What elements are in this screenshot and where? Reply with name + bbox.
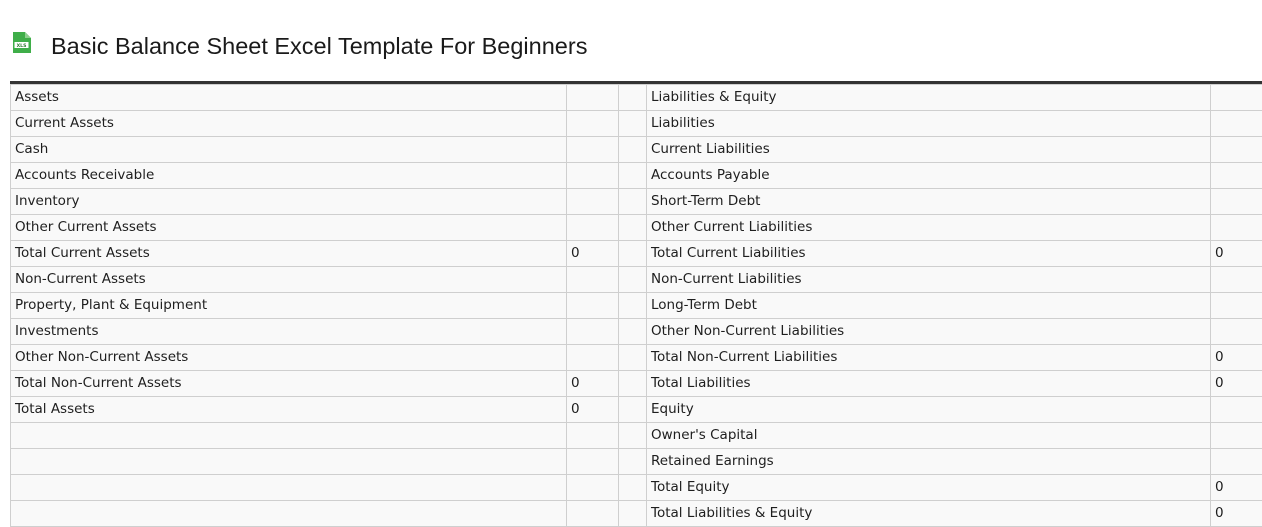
excel-file-icon <box>12 32 32 54</box>
right-value-cell: 0 <box>1211 501 1262 527</box>
spacer-cell <box>619 241 647 267</box>
left-label-cell: Accounts Receivable <box>11 163 567 189</box>
table-row <box>11 371 1262 397</box>
spacer-cell <box>619 423 647 449</box>
right-label-cell: Total Liabilities <box>647 371 1211 397</box>
left-value-cell: 0 <box>567 371 619 397</box>
spacer-cell <box>619 163 647 189</box>
spacer-cell <box>619 475 647 501</box>
left-label-cell: Inventory <box>11 189 567 215</box>
left-value-cell <box>567 163 619 189</box>
left-label-cell: Assets <box>11 85 567 111</box>
spacer-cell <box>619 111 647 137</box>
left-label-cell: Non-Current Assets <box>11 267 567 293</box>
spacer-cell <box>619 345 647 371</box>
right-value-cell <box>1211 111 1262 137</box>
left-label-cell: Total Non-Current Assets <box>11 371 567 397</box>
right-label-cell: Owner's Capital <box>647 423 1211 449</box>
table-row <box>11 319 1262 345</box>
left-label-cell: Investments <box>11 319 567 345</box>
table-row <box>11 501 1262 527</box>
left-value-cell <box>567 475 619 501</box>
spacer-cell <box>619 137 647 163</box>
left-value-cell <box>567 449 619 475</box>
right-value-cell <box>1211 137 1262 163</box>
spacer-cell <box>619 449 647 475</box>
left-value-cell <box>567 85 619 111</box>
spacer-cell <box>619 293 647 319</box>
spacer-cell <box>619 85 647 111</box>
right-label-cell: Total Non-Current Liabilities <box>647 345 1211 371</box>
table-row <box>11 241 1262 267</box>
right-value-cell <box>1211 293 1262 319</box>
spacer-cell <box>619 397 647 423</box>
right-value-cell <box>1211 449 1262 475</box>
right-value-cell <box>1211 423 1262 449</box>
table-row <box>11 85 1262 111</box>
right-label-cell: Liabilities & Equity <box>647 85 1211 111</box>
table-row <box>11 449 1262 475</box>
right-label-cell: Long-Term Debt <box>647 293 1211 319</box>
right-value-cell: 0 <box>1211 475 1262 501</box>
left-label-cell: Cash <box>11 137 567 163</box>
table-row <box>11 111 1262 137</box>
page-header <box>0 0 1262 82</box>
right-label-cell: Other Non-Current Liabilities <box>647 319 1211 345</box>
right-label-cell: Total Current Liabilities <box>647 241 1211 267</box>
right-value-cell <box>1211 215 1262 241</box>
right-label-cell: Non-Current Liabilities <box>647 267 1211 293</box>
table-row <box>11 189 1262 215</box>
excel-file-icon-label: XLS <box>17 43 27 49</box>
left-value-cell <box>567 137 619 163</box>
table-row <box>11 397 1262 423</box>
left-value-cell <box>567 215 619 241</box>
left-value-cell <box>567 293 619 319</box>
right-label-cell: Total Liabilities & Equity <box>647 501 1211 527</box>
spacer-cell <box>619 267 647 293</box>
left-label-cell <box>11 475 567 501</box>
table-row <box>11 163 1262 189</box>
right-label-cell: Total Equity <box>647 475 1211 501</box>
right-value-cell: 0 <box>1211 241 1262 267</box>
right-label-cell: Equity <box>647 397 1211 423</box>
right-value-cell <box>1211 267 1262 293</box>
right-label-cell: Other Current Liabilities <box>647 215 1211 241</box>
left-label-cell <box>11 449 567 475</box>
right-value-cell: 0 <box>1211 371 1262 397</box>
right-value-cell <box>1211 163 1262 189</box>
table-row <box>11 293 1262 319</box>
page-title: Basic Balance Sheet Excel Template For Beginners <box>51 31 587 61</box>
left-value-cell <box>567 111 619 137</box>
left-label-cell: Total Current Assets <box>11 241 567 267</box>
left-label-cell: Current Assets <box>11 111 567 137</box>
left-value-cell <box>567 319 619 345</box>
right-label-cell: Accounts Payable <box>647 163 1211 189</box>
table-row <box>11 423 1262 449</box>
left-value-cell: 0 <box>567 241 619 267</box>
left-label-cell <box>11 501 567 527</box>
left-label-cell <box>11 423 567 449</box>
right-label-cell: Liabilities <box>647 111 1211 137</box>
table-row <box>11 137 1262 163</box>
left-label-cell: Property, Plant & Equipment <box>11 293 567 319</box>
right-value-cell <box>1211 319 1262 345</box>
right-value-cell <box>1211 189 1262 215</box>
right-value-cell <box>1211 85 1262 111</box>
left-value-cell <box>567 423 619 449</box>
right-label-cell: Short-Term Debt <box>647 189 1211 215</box>
left-label-cell: Other Current Assets <box>11 215 567 241</box>
left-value-cell <box>567 501 619 527</box>
balance-sheet-table <box>10 84 1262 527</box>
left-value-cell: 0 <box>567 397 619 423</box>
table-row <box>11 215 1262 241</box>
right-label-cell: Current Liabilities <box>647 137 1211 163</box>
spacer-cell <box>619 501 647 527</box>
spacer-cell <box>619 319 647 345</box>
left-value-cell <box>567 267 619 293</box>
table-row <box>11 475 1262 501</box>
spacer-cell <box>619 371 647 397</box>
spacer-cell <box>619 215 647 241</box>
right-value-cell: 0 <box>1211 345 1262 371</box>
spacer-cell <box>619 189 647 215</box>
left-label-cell: Other Non-Current Assets <box>11 345 567 371</box>
right-label-cell: Retained Earnings <box>647 449 1211 475</box>
left-value-cell <box>567 189 619 215</box>
table-row <box>11 345 1262 371</box>
left-label-cell: Total Assets <box>11 397 567 423</box>
spreadsheet-preview <box>10 81 1262 527</box>
table-row <box>11 267 1262 293</box>
balance-sheet-body <box>11 85 1262 527</box>
left-value-cell <box>567 345 619 371</box>
right-value-cell <box>1211 397 1262 423</box>
